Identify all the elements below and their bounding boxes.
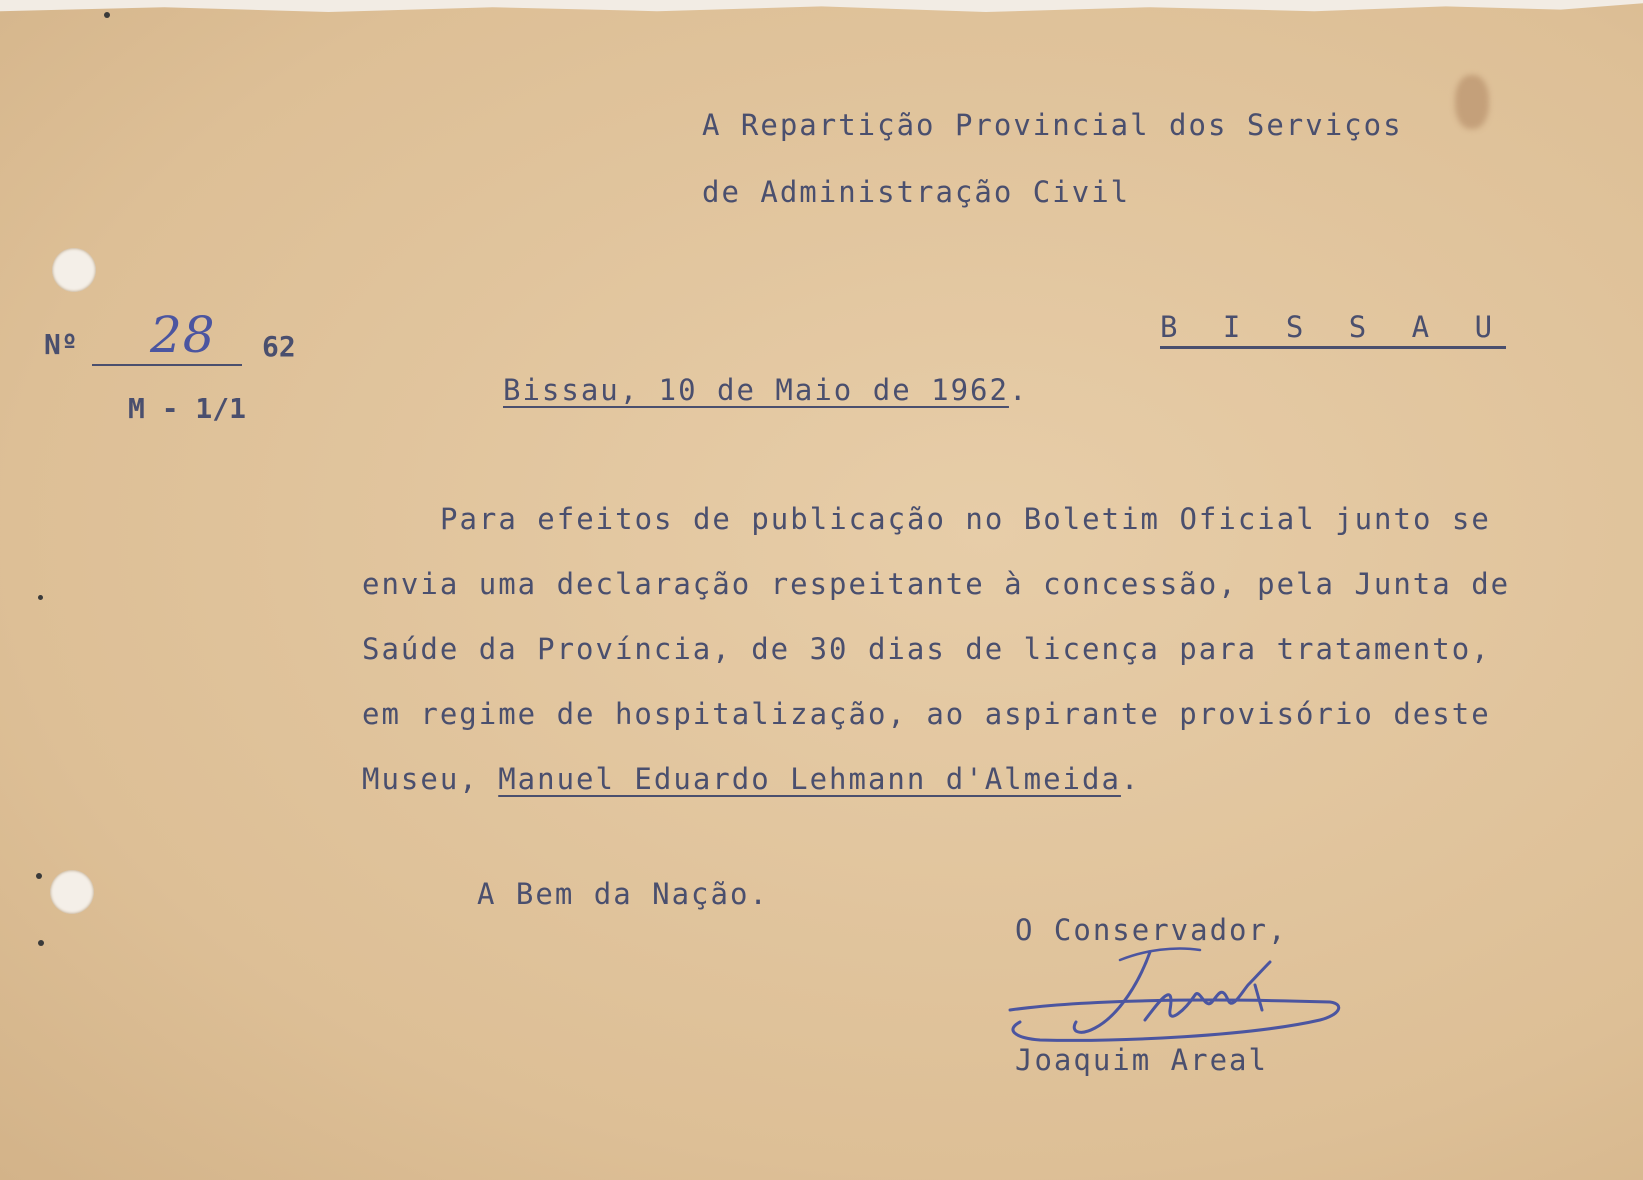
ink-dot bbox=[38, 940, 44, 946]
date-line bbox=[503, 373, 1028, 407]
addressee-line-1: A Repartição Provincial dos Serviços bbox=[702, 108, 1403, 142]
ink-dot bbox=[104, 12, 110, 18]
ink-dot bbox=[38, 595, 43, 600]
date-period: . bbox=[1008, 373, 1029, 407]
body-line-5-start: Museu, bbox=[362, 762, 499, 796]
body-line-4: em regime de hospitalização, ao aspirante provisório deste bbox=[362, 697, 1491, 731]
reference-year: 62 bbox=[262, 330, 296, 363]
employee-name: Manuel Eduardo Lehmann d'Almeida bbox=[498, 762, 1121, 796]
reference-code: M - 1/1 bbox=[128, 392, 247, 425]
punch-hole-top bbox=[52, 248, 96, 292]
punch-hole-bottom bbox=[50, 870, 94, 914]
date-text: Bissau, 10 de Maio de 1962 bbox=[503, 373, 1009, 407]
location-heading: B I S S A U bbox=[1160, 310, 1506, 349]
ink-dot bbox=[36, 873, 42, 879]
addressee-line-2: de Administração Civil bbox=[702, 175, 1131, 209]
body-line-5-end: . bbox=[1120, 762, 1141, 796]
closing: A Bem da Nação. bbox=[477, 877, 769, 911]
signatory-name: Joaquim Areal bbox=[1015, 1043, 1268, 1077]
body-line-1: Para efeitos de publicação no Boletim Oficial junto se bbox=[440, 502, 1491, 536]
torn-paper-edge bbox=[0, 0, 1643, 16]
number-label: Nº bbox=[44, 328, 78, 361]
handwritten-number: 28 bbox=[150, 306, 216, 364]
body-line-5 bbox=[362, 762, 1140, 796]
paper-stain bbox=[1455, 75, 1489, 129]
body-line-2: envia uma declaração respeitante à concessão, pela Junta de bbox=[362, 567, 1511, 601]
signatory-title: O Conservador, bbox=[1015, 913, 1288, 947]
handwritten-signature bbox=[1000, 940, 1360, 1060]
body-line-3: Saúde da Província, de 30 dias de licença para tratamento, bbox=[362, 632, 1491, 666]
